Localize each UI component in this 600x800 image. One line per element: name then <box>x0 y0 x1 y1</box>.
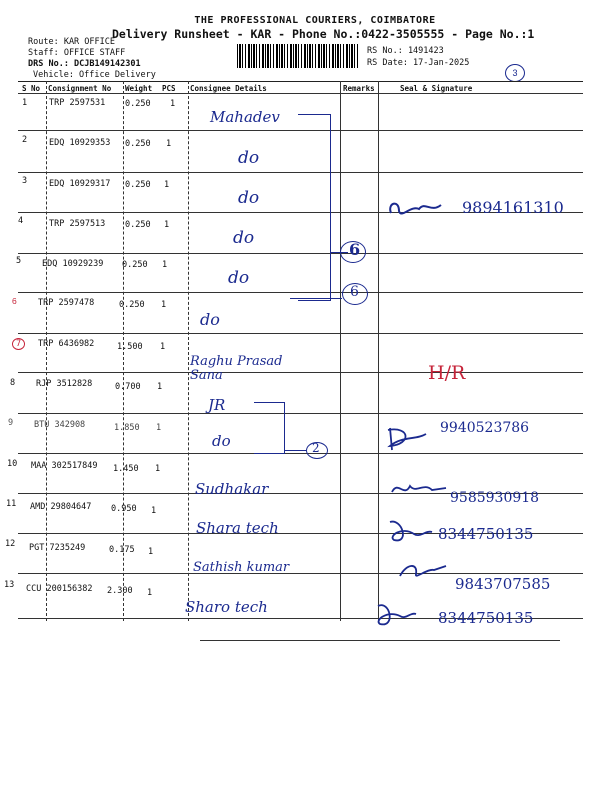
drs-number: DRS No.: DCJB149142301 <box>28 59 141 69</box>
row-consignment: CCU 200156382 <box>26 584 93 594</box>
row-consignment: TRP 2597478 <box>38 298 95 308</box>
row-weight: 0.175 <box>109 545 135 555</box>
signature-scribble <box>382 418 432 454</box>
row-consignment: TRP 2597531 <box>49 98 106 108</box>
vehicle-label: Vehicle: Office Delivery <box>33 70 156 80</box>
row-pcs: 1 <box>170 99 176 109</box>
row-consignee: Sathish kumar <box>193 560 290 575</box>
row-weight: 1.450 <box>113 464 139 474</box>
signature-scribble <box>385 195 445 225</box>
row-sno: 4 <box>18 216 24 226</box>
signature-scribble <box>384 516 434 550</box>
signature-scribble <box>370 598 418 632</box>
row-weight: 2.300 <box>107 586 133 596</box>
row-sno: 5 <box>16 256 22 266</box>
row-weight: 0.250 <box>122 260 148 270</box>
row-consignment: EDQ 10929239 <box>42 259 104 269</box>
row-divider <box>18 413 583 414</box>
row-consignee: Sharo tech <box>185 598 268 616</box>
vline-sno <box>46 81 47 621</box>
row-weight: 1.850 <box>114 423 140 433</box>
row-weight: 0.250 <box>125 180 151 190</box>
row-weight: 0.250 <box>125 139 151 149</box>
row-consignment: PGT 7235249 <box>29 543 86 553</box>
runsheet-title: Delivery Runsheet - KAR - Phone No.:0422-3505555 - Page No.:1 <box>112 27 535 41</box>
row-consignment: EDQ 10929353 <box>49 138 111 148</box>
row-weight: 0.700 <box>115 382 141 392</box>
col-consignment: Consignment No <box>48 84 112 93</box>
row-remark: H/R <box>428 362 466 384</box>
row-consignee: do <box>238 188 260 208</box>
row-pcs: 1 <box>162 260 168 270</box>
col-sno: S No <box>22 84 41 93</box>
group-bracket <box>254 402 285 454</box>
page-mark: 3 <box>512 68 518 78</box>
signer-phone: 8344750135 <box>438 525 534 543</box>
row-sno: 8 <box>10 378 16 388</box>
rs-date: RS Date: 17-Jan-2025 <box>367 58 470 68</box>
row-sno: 6 <box>12 296 17 306</box>
row-weight: 0.250 <box>125 99 151 109</box>
group-count: 6 <box>350 284 359 300</box>
staff-label: Staff: OFFICE STAFF <box>28 48 126 58</box>
row-sno: 13 <box>4 580 15 590</box>
row-pcs: 1 <box>161 300 167 310</box>
row-consignee: do <box>238 148 260 168</box>
group-bracket <box>298 114 331 301</box>
group-arrow <box>290 298 342 299</box>
row-pcs: 1 <box>166 139 172 149</box>
row-sno: 1 <box>22 98 28 108</box>
row-sno: 9 <box>8 418 14 428</box>
signer-phone: 9940523786 <box>440 420 530 436</box>
row-consignment: BTU 342908 <box>34 420 86 430</box>
row-consignee: do <box>212 432 231 450</box>
row-consignee: do <box>228 268 250 288</box>
row-weight: 0.950 <box>111 504 137 514</box>
row-pcs: 1 <box>156 423 162 433</box>
col-pcs: PCS <box>162 84 176 93</box>
row-consignee: Shara tech <box>196 519 279 537</box>
signer-phone: 9894161310 <box>462 198 564 217</box>
row-consignee: Sudhakar <box>195 480 269 498</box>
signature-scribble <box>394 558 448 584</box>
row-weight: 0.250 <box>119 300 145 310</box>
signature-scribble <box>388 478 448 500</box>
row-pcs: 1 <box>164 180 170 190</box>
row-divider <box>18 333 583 334</box>
vline-remarks <box>378 81 379 621</box>
row-divider <box>200 640 560 641</box>
vline-pcs <box>188 81 189 621</box>
row-consignment: MAA 302517849 <box>31 461 98 471</box>
row-consignee: do <box>200 310 220 329</box>
header-divider <box>18 93 583 94</box>
row-pcs: 1 <box>155 464 161 474</box>
row-weight: 1.500 <box>117 342 143 352</box>
row-consignment: EDQ 10929317 <box>49 179 111 189</box>
group-arrow <box>284 450 306 451</box>
group-count: 2 <box>312 441 320 455</box>
row-pcs: 1 <box>151 506 157 516</box>
row-sno: 2 <box>22 135 28 145</box>
row-consignee: do <box>233 228 255 248</box>
col-weight: Weight <box>125 84 153 93</box>
table-top-border <box>18 81 583 82</box>
row-divider <box>18 573 583 574</box>
signer-phone: 9843707585 <box>455 575 551 593</box>
row-consignment: AMD 29804647 <box>30 502 92 512</box>
row-pcs: 1 <box>148 547 154 557</box>
signer-phone: 9585930918 <box>450 490 540 506</box>
signer-phone: 8344750135 <box>438 609 534 627</box>
vline-consignee <box>340 81 341 621</box>
row-consignment: TRP 2597513 <box>49 219 106 229</box>
row-consignee: Mahadev <box>210 108 280 126</box>
company-name: THE PROFESSIONAL COURIERS, COIMBATORE <box>194 15 436 26</box>
group-count: 6 <box>349 240 361 259</box>
rs-number: RS No.: 1491423 <box>367 46 444 56</box>
row-sno: 10 <box>7 459 18 469</box>
row-sno: 3 <box>22 176 28 186</box>
row-pcs: 1 <box>157 382 163 392</box>
row-pcs: 1 <box>164 220 170 230</box>
route-label: Route: KAR OFFICE <box>28 37 115 47</box>
row-consignee: JR <box>208 396 226 414</box>
row-sno: 12 <box>5 539 16 549</box>
row-divider <box>18 453 583 454</box>
col-consignee: Consignee Details <box>190 84 267 93</box>
col-seal: Seal & Signature <box>400 84 473 93</box>
row-sno: 11 <box>6 499 17 509</box>
row-weight: 0.250 <box>125 220 151 230</box>
row-consignment: TRP 6436982 <box>38 339 95 349</box>
row-pcs: 1 <box>160 342 166 352</box>
row-sno: 7 <box>12 338 25 350</box>
barcode <box>237 44 360 68</box>
row-consignment: RJP 3512828 <box>36 379 93 389</box>
page-mark-circle <box>505 64 525 82</box>
row-pcs: 1 <box>147 588 153 598</box>
row-consignee: Raghu Prasad Sana <box>190 354 283 383</box>
col-remarks: Remarks <box>343 84 375 93</box>
